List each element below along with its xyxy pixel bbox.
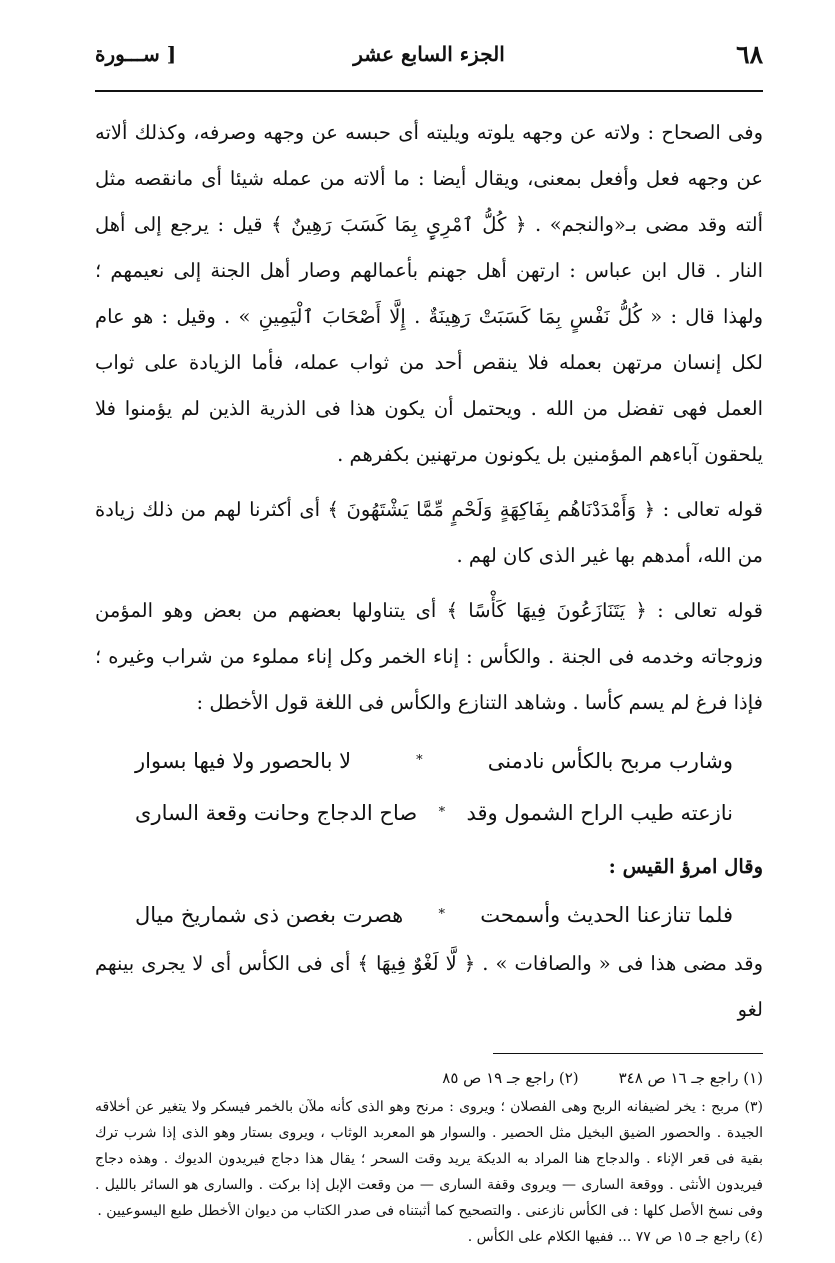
- page-number: ٦٨: [736, 40, 763, 69]
- verse-line: [95, 787, 763, 839]
- surah-heading: [ ســـورة: [95, 42, 177, 66]
- footnote-3: (٣) مربح : يخر لضيفانه الربح وهى الفصلان ؛ ويروى : مرنح وهو الذى كأنه ملآن بالخمر فيسكر ولا يتغير عن أخلاقه الجيدة . والحصور الضيق البخيل مثل الحصير . والسوار هو المعربد الوثاب ، ويروى بستار وهو الذى إذا شرب ترك بقية فى قعر الإناء . والدجاج هنا المراد به الديكة يريد وقت السحر ؛ يقال هذا دجاج فيريدون الديوك . وهذه دجاج فيريدون الأنثى . ووقعة السارى — ويروى وقفة السارى — من وقعت الإبل إذا بركت . والسارى هو السائر بالليل . وفى نسخ الأصل كلها : فى الكأس نازعنى . والتصحيح كما أثبتناه فى صدر الكتاب من ديوان الأخطل طبع اليسوعيين .: [95, 1099, 763, 1219]
- main-text: [95, 110, 763, 1033]
- verse-attribution: وقال امرؤ القيس :: [608, 855, 763, 878]
- verse-line: [95, 735, 763, 787]
- paragraph-2: قوله تعالى : ﴿ وَأَمْدَدْنَاهُم بِفَاكِهَةٍ وَلَحْمٍ مِّمَّا يَشْتَهُونَ ﴾ أى أكثرنا لهم من ذلك زيادة من الله، أمدهم بها غير الذى كان لهم .: [95, 498, 763, 567]
- verse-hemistich: فلما تنازعنا الحديث وأسمحت: [480, 903, 733, 927]
- poem-imru-al-qais: [95, 889, 763, 941]
- verse-hemistich: لا بالحصور ولا فيها بسوار: [135, 749, 352, 773]
- paragraph-1: وفى الصحاح : ولاته عن وجهه يلوته ويليته أى حبسه عن وجهه وصرفه، وكذلك ألاته عن وجهه فعل وأفعل بمعنى، ويقال أيضا : ما ألاته من عمله شيئا أى مانقصه مثل ألته وقد مضى بـ«والنجم» . ﴿ كُلُّ ٱمْرِىٍٕ بِمَا كَسَبَ رَهِينٌ ﴾ قيل : يرجع إلى أهل النار . قال ابن عباس : ارتهن أهل جهنم بأعمالهم وصار أهل الجنة إلى نعيمهم ؛ ولهذا قال : « كُلُّ نَفْسٍ بِمَا كَسَبَتْ رَهِينَةٌ . إِلَّا أَصْحَابَ ٱلْيَمِينِ » . وقيل : هو عام لكل إنسان مرتهن بعمله فلا ينقص أحد من ثواب عمله، فأما الزيادة على ثواب العمل فهى تفضل من الله . ويحتمل أن يكون هذا فى الذرية الذين لم يؤمنوا فلا يلحقون آباءهم المؤمنين بل يكونون مرتهنين بكفرهم .: [95, 121, 763, 466]
- footnote-2: (٢) راجع جـ ١٩ ص ٨٥: [442, 1069, 579, 1087]
- verse-hemistich: صاح الدجاج وحانت وقعة السارى: [135, 801, 418, 825]
- page-header: [95, 38, 763, 78]
- star-separator: *: [438, 907, 446, 922]
- verse-hemistich: نازعته طيب الراح الشمول وقد: [466, 801, 733, 825]
- verse-hemistich: وشارب مربح بالكأس نادمنى: [487, 749, 733, 773]
- paragraph-5: وقد مضى هذا فى « والصافات » . ﴿ لَّا لَغْوٌ فِيهَا ﴾ أى فى الكأس أى لا يجرى بينهم لغو: [95, 952, 763, 1021]
- footnote-4: (٤) راجع جـ ١٥ ص ٧٧ ... ففيها الكلام على الكأس .: [467, 1229, 763, 1245]
- star-separator: *: [438, 805, 446, 820]
- footnote-refs-row: [95, 1064, 763, 1092]
- footnotes: [95, 1064, 763, 1250]
- footnote-1: (١) راجع جـ ١٦ ص ٣٤٨: [618, 1069, 763, 1087]
- header-divider: [95, 90, 763, 92]
- verse-hemistich: هصرت بغصن ذى شماريخ ميال: [135, 903, 404, 927]
- star-separator: *: [416, 753, 423, 768]
- poem-akhtal: [95, 735, 763, 839]
- paragraph-3: قوله تعالى : ﴿ يَتَنَازَعُونَ فِيهَا كَأْسًا ﴾ أى يتناولها بعضهم من بعض وهو المؤمن وزوجاته وخدمه فى الجنة . والكأس : إناء الخمر وكل إناء مملوء من شراب وغيره ؛ فإذا فرغ لم يسم كأسا . وشاهد التنازع والكأس فى اللغة قول الأخطل :: [95, 599, 763, 714]
- footnote-divider: [493, 1053, 763, 1054]
- running-title: الجزء السابع عشر: [353, 42, 505, 66]
- verse-line: [95, 889, 763, 941]
